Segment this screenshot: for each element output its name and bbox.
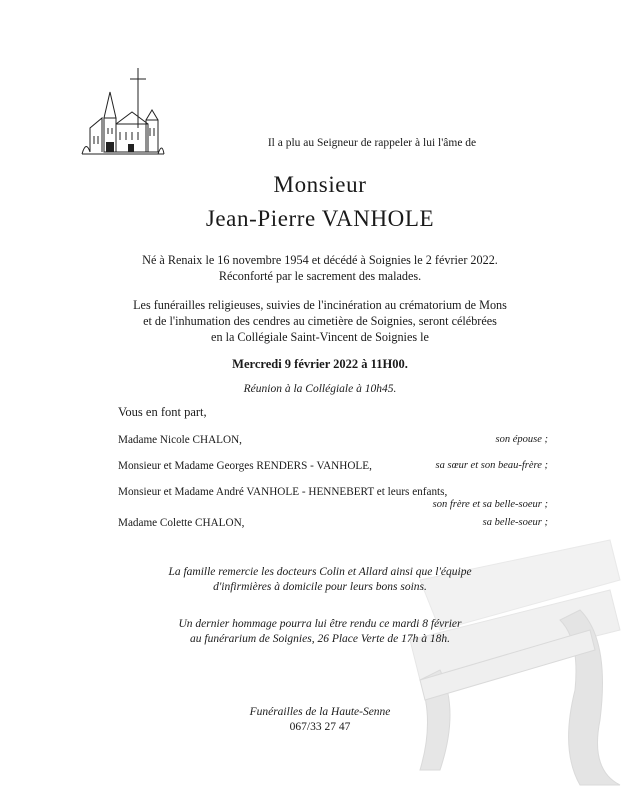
family-member <box>118 486 548 514</box>
bio-line: Réconforté par le sacrement des malades. <box>218 269 422 283</box>
ceremony-date: Mercredi 9 février 2022 à 11H00. <box>232 357 408 371</box>
family-relation: sa belle-soeur ; <box>482 517 548 528</box>
family-relation: son frère et sa belle-soeur ; <box>432 499 548 510</box>
homage-note <box>0 617 640 647</box>
reunion-note: Réunion à la Collégiale à 10h45. <box>243 383 397 395</box>
thanks-line: d'infirmières à domicile pour leurs bons soins. <box>213 581 427 593</box>
funeral-line: Les funérailles religieuses, suivies de l'incinération au crématorium de Mons <box>133 298 507 312</box>
footer <box>0 705 640 735</box>
family-member <box>118 460 548 472</box>
funeral-details <box>0 297 640 345</box>
family-relation: sa sœur et son beau-frère ; <box>435 460 548 471</box>
funeral-line: et de l'inhumation des cendres au cimetière de Soignies, seront célébrées <box>143 314 497 328</box>
family-name: Monsieur et Madame Georges RENDERS - VANHOLE, <box>118 460 372 472</box>
bio-line: Né à Renaix le 16 novembre 1954 et décédé à Soignies le 2 février 2022. <box>142 253 498 267</box>
funeral-home-phone: 067/33 27 47 <box>289 721 351 733</box>
family-name: Monsieur et Madame André VANHOLE - HENNEBERT et leurs enfants, <box>118 486 448 498</box>
title-honorific: Monsieur <box>273 172 367 197</box>
family-member <box>118 517 548 529</box>
homage-line: au funérarium de Soignies, 26 Place Verte de 17h à 18h. <box>190 633 450 645</box>
funeral-line: en la Collégiale Saint-Vincent de Soignies le <box>211 330 429 344</box>
family-relation: son épouse ; <box>495 434 548 445</box>
thanks-note <box>0 565 640 595</box>
thanks-line: La famille remercie les docteurs Colin et Allard ainsi que l'équipe <box>168 566 472 578</box>
deceased-name: Jean-Pierre VANHOLE <box>205 206 435 231</box>
announcement: Vous en font part, <box>118 405 207 419</box>
family-name: Madame Nicole CHALON, <box>118 434 242 446</box>
family-name: Madame Colette CHALON, <box>118 517 245 529</box>
biography <box>0 252 640 284</box>
church-icon <box>80 66 166 158</box>
intro-text: Il a plu au Seigneur de rappeler à lui l'âme de <box>267 137 477 149</box>
bench-icon <box>380 520 630 790</box>
homage-line: Un dernier hommage pourra lui être rendu ce mardi 8 février <box>178 618 462 630</box>
family-member <box>118 434 548 446</box>
funeral-home-name: Funérailles de la Haute-Senne <box>249 706 391 718</box>
